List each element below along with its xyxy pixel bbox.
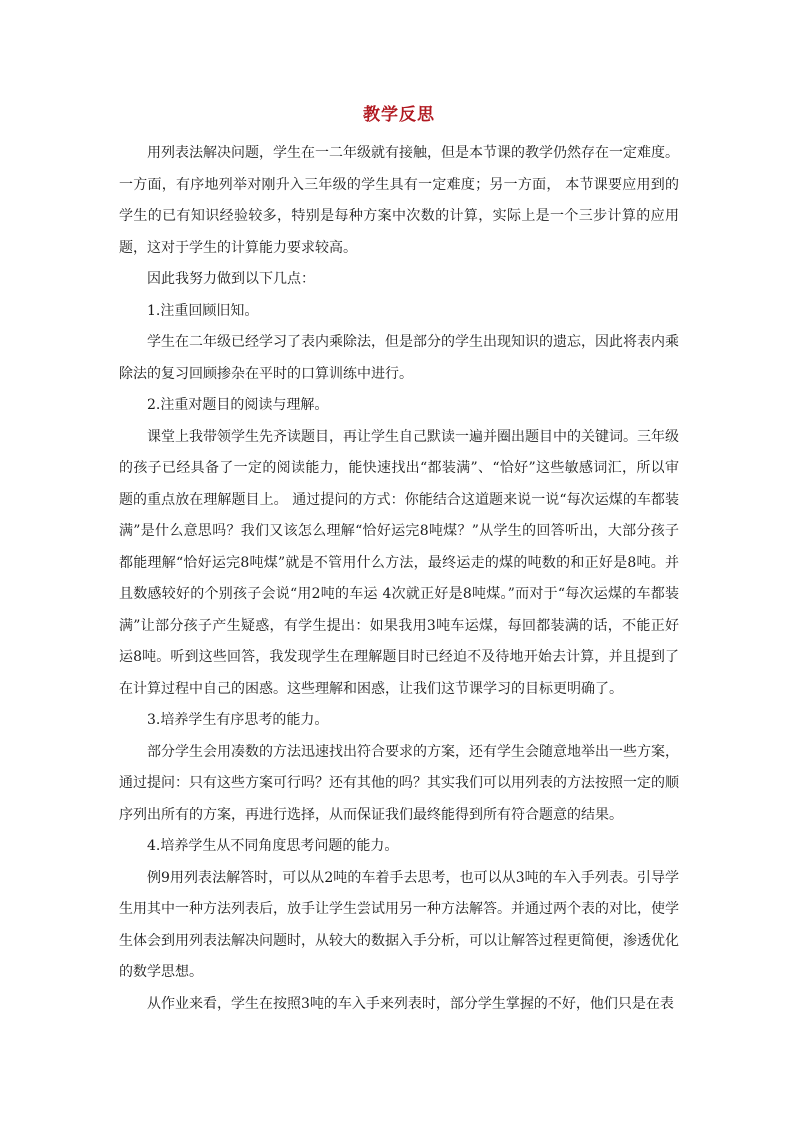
document-body <box>119 100 679 1020</box>
document-title: 教学反思 <box>363 105 435 125</box>
paragraph-point-3: 部分学生会用凑数的方法迅速找出符合要求的方案，还有学生会随意地举出一些方案，通过提问：只有这些方案可行吗？还有其他的吗？其实我们可以用列表的方法按照一定的顺序列出所有的方案，再进行选择，从而保证我们最终能得到所有符合题意的结果。 <box>119 743 679 823</box>
paragraph-lead-in: 因此我努力做到以下几点： <box>147 271 315 287</box>
heading-point-3: 3.培养学生有序思考的能力。 <box>147 712 329 728</box>
heading-point-2: 2.注重对题目的阅读与理解。 <box>147 397 329 413</box>
paragraph-point-4: 例9用列表法解答时，可以从2吨的车着手去思考，也可以从3吨的车入手列表。引导学生用其中一种方法列表后，放手让学生尝试用另一种方法解答。并通过两个表的对比，使学生体会到用列表法解决问题时，从较大的数据入手分析，可以让解答过程更简便，渗透优化的数学思想。 <box>119 869 679 980</box>
heading-point-1: 1.注重回顾旧知。 <box>147 302 259 319</box>
paragraph-point-2: 课堂上我带领学生先齐读题目，再让学生自己默读一遍并圈出题目中的关键词。三年级的孩子已经具备了一定的阅读能力，能快速找出“都装满”、“恰好”这些敏感词汇，所以审题的重点放在理解题目上。 通过提问的方式：你能结合这道题来说一说“每次运煤的车都装满”是什么意思吗？我们又该怎么理解“恰好运完8吨煤？”从学生的回答听出，大部分孩子都能理解“恰好运完8吨煤”就是不管用什么方法，最终运走的煤的吨数的和正好是8吨。并且数感较好的个别孩子会说“用2吨的车运 4次就正好是8吨煤。”而对于“每次运煤的车都装满”让部分孩子产生疑惑，有学生提出：如果我用3吨车运煤，每回都装满的话，不能正好运8吨。听到这些回答，我发现学生在理解题目时已经迫不及待地开始去计算，并且提到了在计算过程中自己的困惑。这些理解和困惑，让我们这节课学习的目标更明确了。 <box>119 428 679 697</box>
paragraph-point-1: 学生在二年级已经学习了表内乘除法，但是部分的学生出现知识的遗忘，因此将表内乘除法的复习回顾掺杂在平时的口算训练中进行。 <box>119 334 679 382</box>
paragraph-intro: 用列表法解决问题，学生在一二年级就有接触，但是本节课的教学仍然存在一定难度。一方面，有序地列举对刚升入三年级的学生具有一定难度；另一方面， 本节课要应用到的学生的已有知识经验较多，特别是每种方案中次数的计算，实际上是一个三步计算的应用题，这对于学生的计算能力要求较高。 <box>119 145 679 256</box>
paragraph-homework: 从作业来看，学生在按照3吨的车入手来列表时，部分学生掌握的不好，他们只是在表 <box>147 995 674 1012</box>
heading-point-4: 4.培养学生从不同角度思考问题的能力。 <box>147 838 399 854</box>
